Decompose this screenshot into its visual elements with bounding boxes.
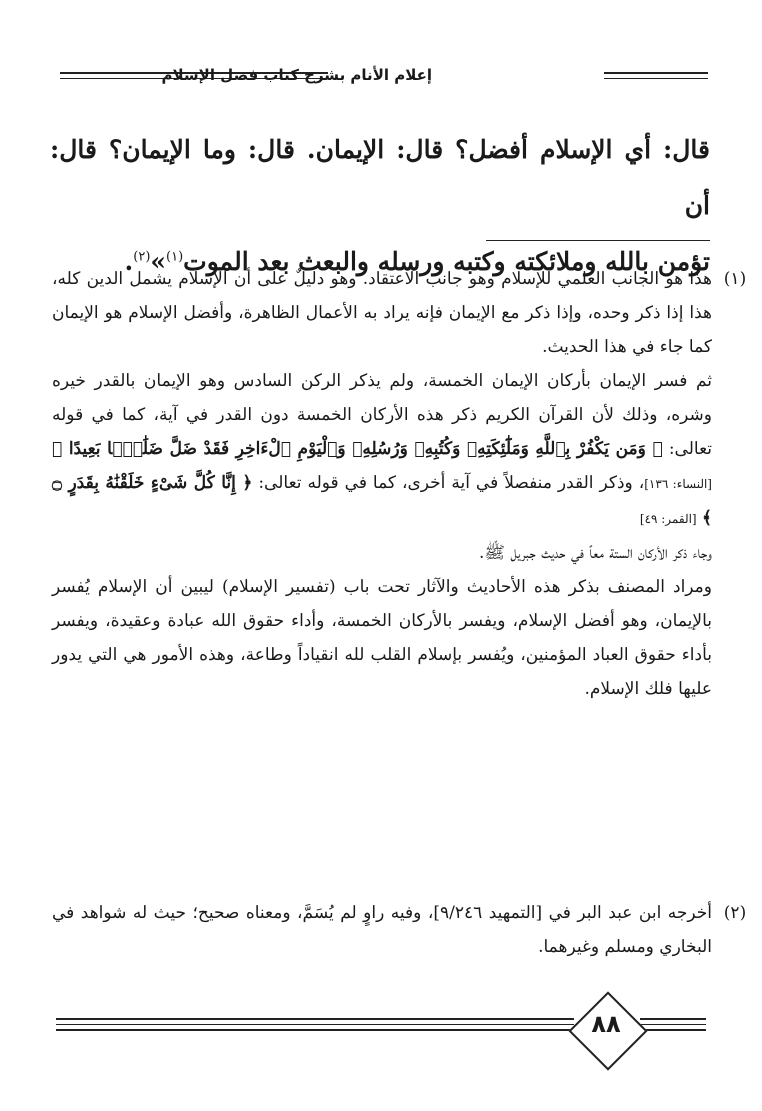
running-header-title: إعلام الأنام بشرح كتاب فضل الإسلام <box>161 66 432 84</box>
footnote-1-para-3: ومراد المصنف بذكر هذه الأحاديث والآثار تحت باب (تفسير الإسلام) ليبين أن الإسلام يُفسر بالإيمان، وهو أفضل الإسلام، ويفسر بالأركان الخمسة، وأداء حقوق الله عبادة وعقيدة، ويفسر بأداء حقوق العباد المؤمنين، ويُفسر بإسلام القلب لله انقياداً وطاعة، وهذه الأمور هي التي يدور عليها فلك الإسلام. <box>52 577 712 699</box>
footnote-ref-1[interactable]: (١) <box>166 249 184 265</box>
quran-verse-nisa: ﴿ وَمَن يَكْفُرْ بِٱللَّهِ وَمَلَٰٓئِكَتِهِۦ وَكُتُبِهِۦ وَرُسُلِهِۦ وَٱلْيَوْمِ ٱلْءَاخِرِ فَقَدْ ضَلَّ ضَلَٰلًۢا بَعِيدًا ﴾ <box>52 439 663 459</box>
closing-quote: » <box>150 247 167 276</box>
footnote-1-para-2-middle: ، وذكر القدر منفصلاً في آية أخرى، كما في قوله تعالى: <box>258 473 645 493</box>
footnote-2 <box>52 896 747 964</box>
footnote-2-text: أخرجه ابن عبد البر في [التمهيد ٩/٢٤٦]، وفيه راوٍ لم يُسَمَّ، ومعناه صحيح؛ حيث له شواهد في البخاري ومسلم وغيرهما. <box>52 903 713 957</box>
footnote-1-number: (١) <box>723 269 747 289</box>
page-number-badge <box>565 988 647 1070</box>
verse-ref-qamar: [القمر: ٤٩] <box>639 512 697 526</box>
footnote-1 <box>52 262 747 706</box>
footnote-2-number: (٢) <box>723 903 747 923</box>
main-text-line-2-body: تؤمن بالله وملائكته وكتبه ورسله والبعث بعد الموت <box>183 247 710 276</box>
footnote-1-para-1: هذا هو الجانب العلمي للإسلام وهو جانب الاعتقاد. وهو دليلٌ على أن الإسلام يشمل الدين كله، هذا إذا ذكر وحده، وإذا ذكر مع الإيمان فإنه يراد به الأعمال الظاهرة، وأفضل الإسلام هو الإيمان كما جاء في هذا الحديث. <box>52 269 712 357</box>
footnote-ref-2[interactable]: (٢) <box>133 249 151 265</box>
footer-rule-right-3 <box>640 1029 706 1031</box>
footer-rule-left-2 <box>56 1024 574 1025</box>
footer-rule-left-3 <box>56 1029 574 1031</box>
full-stop: . <box>124 247 134 276</box>
footnote-1-para-2-intro: ثم فسر الإيمان بأركان الإيمان الخمسة، ولم يذكر الركن السادس وهو الإيمان بالقدر خيره وشره، وذلك لأن القرآن الكريم ذكر هذه الأركان الخمسة دون القدر في آية، كما في قوله تعالى: <box>52 371 713 459</box>
quran-verse-qamar: ﴿ إِنَّا كُلَّ شَىْءٍ خَلَقْنَٰهُ بِقَدَرٍ ۝ ﴾ <box>52 473 712 528</box>
footer-rule-right-2 <box>640 1024 706 1025</box>
header-rule-right-top <box>604 72 708 74</box>
verse-ref-nisa: [النساء: ١٣٦] <box>644 477 712 491</box>
header-rule-right-bottom <box>604 78 708 79</box>
footnote-1-para-2-end: وجاء ذكر الأركان الستة معاً في حديث جبريل ﷺ. <box>479 543 712 563</box>
footnote-1-para-2 <box>52 364 712 536</box>
footer-rule-right-1 <box>640 1018 706 1020</box>
main-text-line-1: قال: أي الإسلام أفضل؟ قال: الإيمان. قال: وما الإيمان؟ قال: أن <box>50 135 710 220</box>
footer-rule-left-1 <box>56 1018 574 1020</box>
footnote-separator <box>486 240 710 241</box>
page-number: ٨٨ <box>591 1010 621 1038</box>
